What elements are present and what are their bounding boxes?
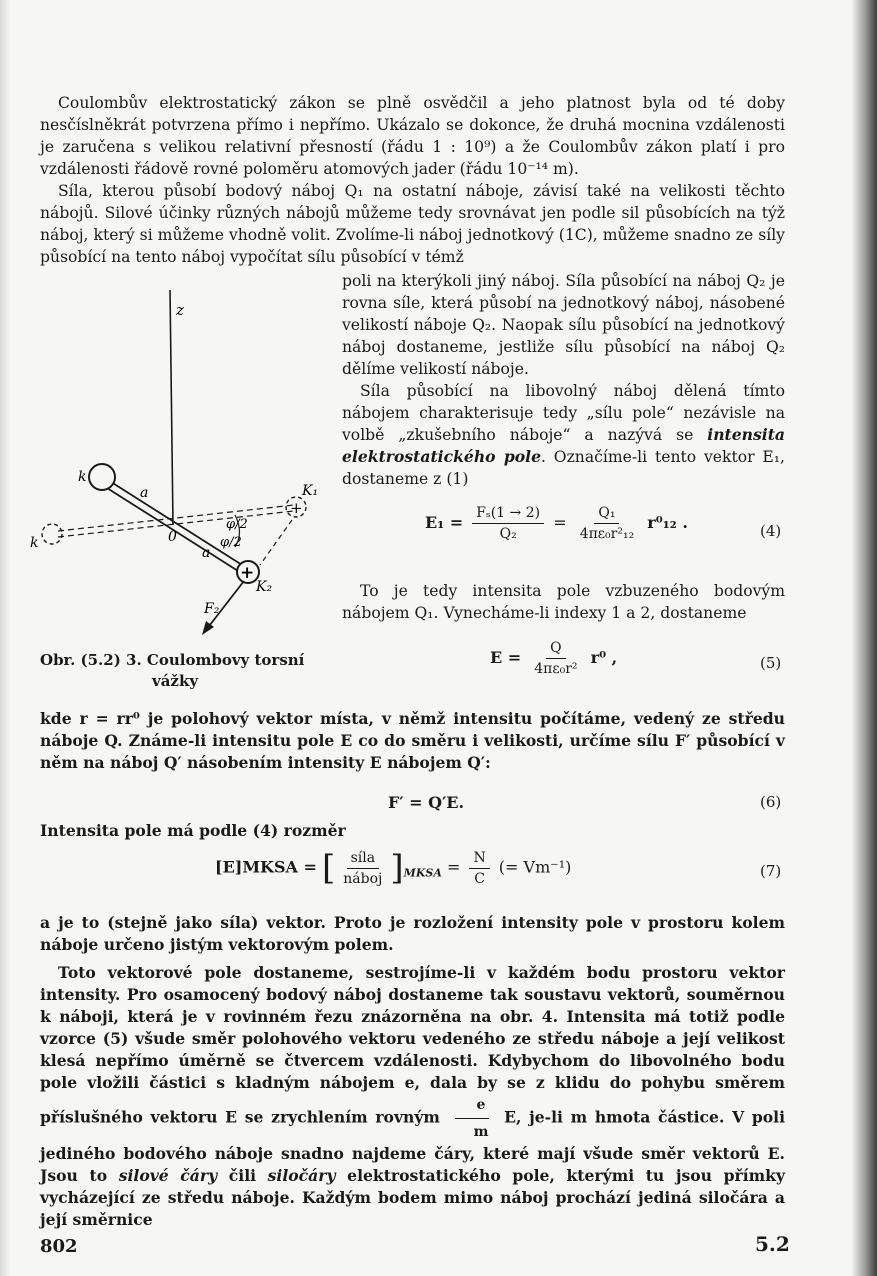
text-block-middle — [40, 708, 785, 774]
term-silove-cary: silové čáry — [118, 1166, 218, 1185]
label-a-upper: a — [140, 485, 149, 501]
text-block-bottom — [40, 912, 785, 1231]
equation-6: F′ = Q′E. — [388, 793, 465, 812]
paragraph-1: Coulombův elektrostatický zákon se plně osvědčil a jeho platnost byla od té doby nesčíslněkrát potvrzena přímo i nepřímo. Ukázalo se dokonce, že druhá mocnina vzdálenosti je zaručena s velikou relativní přesností (řádu 1 : 10⁹) a že Coulombův zákon platí i pro vzdálenosti řádově rovné poloměru atomových jader (řádu 10⁻¹⁴ m). — [40, 94, 785, 178]
ghost-plus: + — [290, 499, 303, 517]
paragraph-5: kde r = rr⁰ je polohový vektor místa, v němž intensitu počítáme, vedený ze středu náboje Q. Známe-li intensitu pole E co do směru i velikosti, určíme sílu F′ působící v něm na náboj Q′ násobením intensity E nábojem Q′: — [40, 709, 785, 772]
label-k-ghost: k — [30, 535, 39, 551]
section-number: 5.2 — [755, 1232, 790, 1256]
label-f2: F₂ — [204, 601, 220, 617]
paragraph-7: a je to (stejně jako síla) vektor. Proto je rozložení intensity pole v prostoru kolem náboje určeno jistým vektorovým polem. — [40, 913, 785, 954]
label-k2: K₂ — [256, 579, 273, 595]
equation-6-number: (6) — [760, 793, 782, 811]
sphere-left — [89, 464, 115, 490]
dashed-diagonal — [260, 520, 292, 565]
ghost-arm — [58, 505, 294, 531]
equation-5-number: (5) — [760, 654, 782, 672]
z-axis-line — [170, 290, 173, 525]
text-block-right — [342, 270, 785, 490]
paragraph-8: Toto vektorové pole dostaneme, sestrojíme-li v každém bodu prostoru vektor intensity. Pro osamocený bodový náboj dostaneme tak soustavu vektorů, souměrnou k náboji, která je v rovinném řezu znázorněna na obr. 4. Intensita má totiž podle vzorce (5) všude směr polohového vektoru vedeného ze středu náboje a její velikost klesá nepřímo úměrně se čtvercem vzdálenosti. Kdybychom do libovolného bodu pole vložili částici s kladným nábojem e, dala by se z klidu do pohybu směrem příslušného vektoru E se zrychlením rovným $\frac{e}{m}$ E, je-li m hmota částice. V poli jediného bodového náboje snadno najdeme čáry, které mají všude směr vektorů E. Jsou to silové čáry čili siločáry elektrostatického pole, kterými tu jsou přímky vycházející ze středu náboje. Každým bodem mimo náboj prochází jediná siločára a její směrnice — [40, 963, 786, 1229]
equation-7-number: (7) — [760, 862, 782, 880]
page-edge-left — [0, 0, 10, 1276]
equation-4: E₁ = $\frac{\text{Fₛ(1 → 2)}}{\text{Q₂}}$ = $\frac{\text{Q₁}}{\text{4πε₀r²₁₂}}$ r⁰₁₂ . — [425, 505, 688, 542]
text-block-right-2 — [342, 580, 785, 624]
ghost-sphere-left — [42, 524, 62, 544]
paragraph-6: Intensita pole má podle (4) rozměr — [40, 821, 346, 840]
paragraph-3: Síla působící na libovolný náboj dělená tímto nábojem charakterisuje tedy „sílu pole“ nezávisle na volbě „zkušebního náboje“ a nazývá se intensita elektrostatického pole. Označíme-li tento vektor E₁, dostaneme z (1) — [342, 382, 785, 488]
term-silocary: siločáry — [267, 1166, 336, 1185]
page-number: 802 — [40, 1236, 78, 1257]
equation-7: [E]MKSA = [ $\frac{\text{síla}}{\text{náboj}}$ ]$_{MKSA}$ = $\frac{N}{C}$ (= Vm⁻¹) — [215, 848, 572, 888]
label-k1: K₁ — [302, 483, 319, 499]
label-phi-lower: φ/2 — [220, 535, 242, 550]
figure-caption: Obr. (5.2) 3. Coulombovy torsní vážky — [40, 651, 305, 690]
paragraph-2: Síla, kterou působí bodový náboj Q₁ na ostatní náboje, závisí také na velikosti těchto nábojů. Silové účinky různých nábojů můžeme tedy srovnávat jen podle sil působících na týž náboj, který si můžeme vhodně volit. Zvolíme-li náboj jednotkový (1C), můžeme snadno ze síly působící na tento náboj vypočítat sílu působící v témž — [40, 182, 785, 266]
text-block-top — [40, 92, 785, 268]
paragraph-2-continued: poli na kterýkoli jiný náboj. Síla působící na náboj Q₂ je rovna síle, která působí na jednotkový náboj, násobené velikostí náboje Q₂. Naopak sílu působící na jednotkový náboj dostaneme, jestliže sílu působící na náboj Q₂ dělíme velikostí náboje. — [342, 272, 785, 378]
text-block-dimension — [40, 820, 785, 842]
label-k-left: k — [78, 469, 87, 485]
label-a-lower: a — [202, 545, 211, 561]
paragraph-4: To je tedy intensita pole vzbuzeného bodovým nábojem Q₁. Vynecháme-li indexy 1 a 2, dostaneme — [342, 582, 785, 622]
book-spine-shadow — [851, 0, 877, 1276]
label-o: 0 — [168, 529, 177, 545]
sphere-right-plus: + — [240, 563, 255, 583]
torsion-balance-figure — [30, 285, 340, 645]
label-phi-upper: φ/2 — [226, 517, 248, 532]
label-z: z — [176, 301, 184, 319]
equation-5: E = $\frac{Q}{\text{4πε₀r²}}$ r⁰ , — [490, 640, 618, 677]
equation-4-number: (4) — [760, 522, 782, 540]
term-intensity: intensita elektrostatického pole — [342, 425, 785, 466]
